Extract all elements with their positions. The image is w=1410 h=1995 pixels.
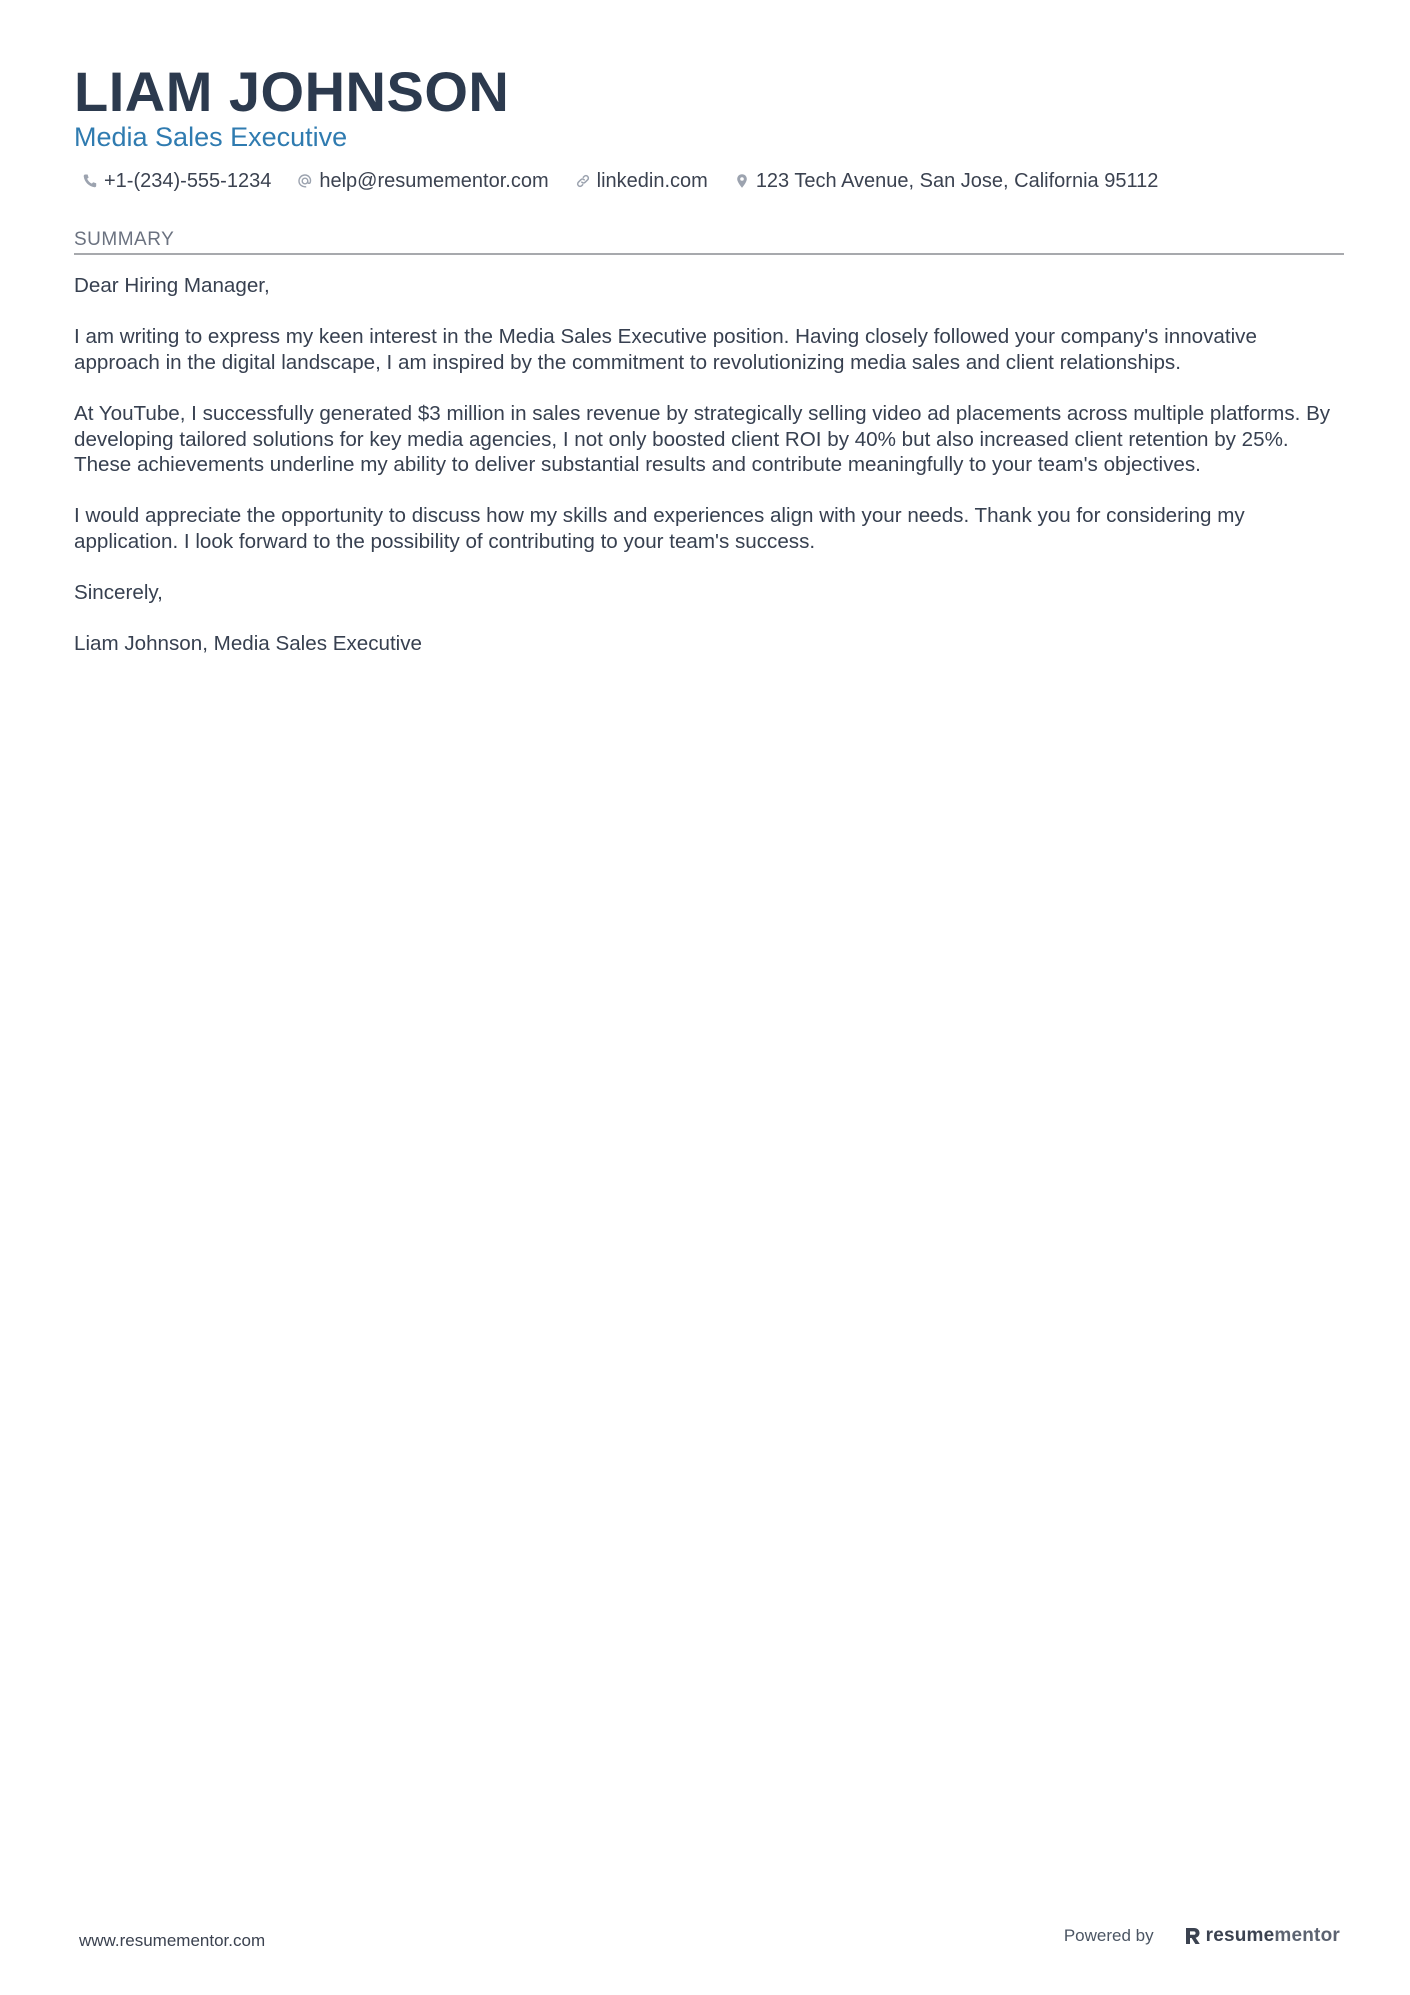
section-title-summary: SUMMARY — [74, 229, 175, 250]
letter-paragraph: I am writing to express my keen interest in the Media Sales Executive position. Having closely followed your company's innovative approach in the digital landscape, I am inspired by the commitment to revolutionizing media sales and client relationships. — [74, 325, 1257, 374]
resumementor-logo-icon — [1184, 1926, 1202, 1946]
contact-website-text[interactable]: linkedin.com — [596, 170, 708, 192]
contact-email-text[interactable]: help@resumementor.com — [319, 170, 549, 192]
contact-phone — [82, 166, 271, 196]
section-divider — [74, 253, 1344, 255]
candidate-name: LIAM JOHNSON — [74, 60, 510, 123]
brand-logo[interactable] — [1184, 1925, 1340, 1947]
footer-branding — [1064, 1925, 1340, 1947]
footer-website[interactable]: www.resumementor.com — [79, 1931, 266, 1950]
contact-phone-text: +1-(234)-555-1234 — [104, 170, 272, 192]
letter-closing: Sincerely, — [74, 581, 163, 605]
contact-email[interactable] — [297, 166, 548, 196]
contact-bar — [82, 166, 1184, 196]
candidate-role: Media Sales Executive — [74, 122, 348, 152]
powered-by-label: Powered by — [1063, 1926, 1154, 1945]
letter-greeting: Dear Hiring Manager, — [74, 274, 270, 297]
at-icon — [297, 173, 313, 189]
brand-name — [1206, 1925, 1340, 1947]
contact-address — [734, 166, 1159, 196]
map-pin-icon — [734, 173, 750, 189]
letter-paragraph: I would appreciate the opportunity to discuss how my skills and experiences align with your needs. Thank you for considering my application. I look forward to the possibility of contributing to your team's success. — [74, 504, 1245, 553]
letter-signature: Liam Johnson, Media Sales Executive — [74, 632, 422, 656]
contact-website[interactable] — [575, 166, 708, 196]
phone-icon — [82, 173, 98, 189]
link-icon — [575, 173, 591, 189]
brand-name-part2: mentor — [1274, 1925, 1340, 1946]
letter-paragraph: At YouTube, I successfully generated $3 million in sales revenue by strategically selling video ad placements across multiple platforms. By developing tailored solutions for key media agencies, I not only boosted client ROI by 40% but also increased client retention by 25%. These achievements underline my ability to deliver substantial results and contribute meaningfully to your team's objectives. — [74, 401, 1331, 477]
contact-address-text: 123 Tech Avenue, San Jose, California 95112 — [755, 170, 1159, 192]
letter-body — [74, 273, 1344, 683]
brand-name-part1: resume — [1205, 1925, 1275, 1946]
